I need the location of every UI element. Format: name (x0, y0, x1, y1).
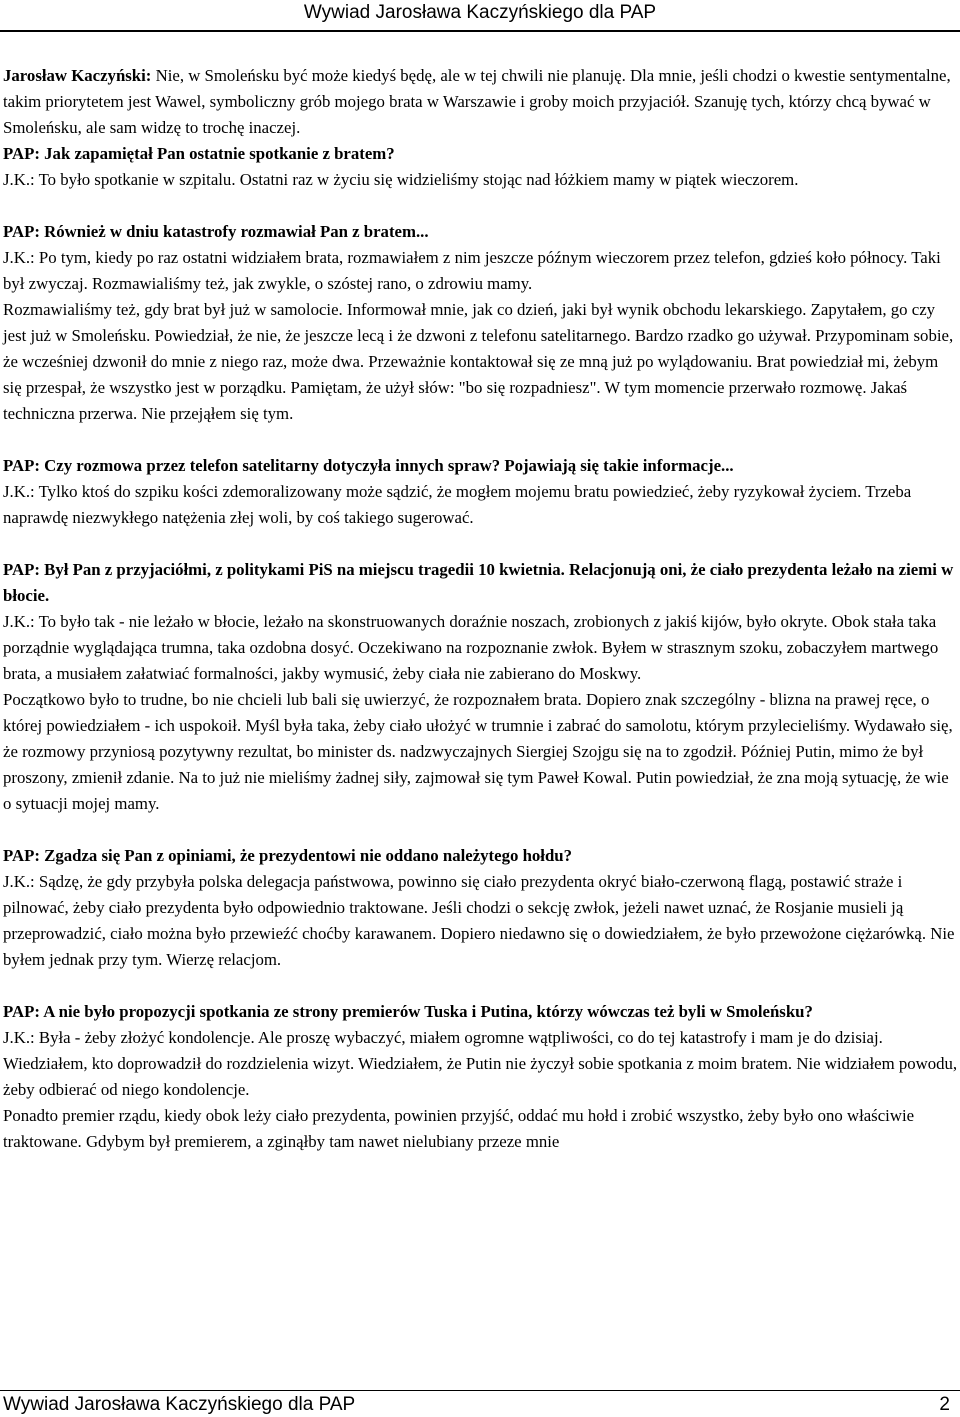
header-title: Wywiad Jarosława Kaczyńskiego dla PAP (303, 2, 657, 23)
answer-paragraph (3, 245, 960, 297)
speaker-initials: J.K. (3, 872, 31, 891)
answer-text: : Sądzę, że gdy przybyła polska delegacja państwowa, powinno się ciało prezydenta okryć biało-czerwoną flagą, postawić straże i pilnować, żeby ciało prezydenta było odpowiednio traktowane. Jeśli chodzi o sekcję zwłok, jeżeli nawet uznać, że Rosjanie musieli ją przeprowadzić, ciało można było przewieźć choćby karawanem. Dopiero niedawno się o dowiedziałem, że było przewożone ciężarówką. Nie byłem jednak przy tym. Wierzę relacjom. (3, 872, 955, 969)
question-heading: PAP: Był Pan z przyjaciółmi, z politykami PiS na miejscu tragedii 10 kwietnia. Relacjonują oni, że ciało prezydenta leżało na ziemi w błocie. (3, 560, 954, 605)
answer-paragraph (3, 63, 960, 141)
question-heading: PAP: Jak zapamiętał Pan ostatnie spotkanie z bratem? (3, 144, 395, 163)
question-heading: PAP: A nie było propozycji spotkania ze strony premierów Tuska i Putina, którzy wówczas też byli w Smoleńsku? (3, 1002, 813, 1021)
speaker-initials: J.K. (3, 170, 31, 189)
answer-text: : To było tak - nie leżało w błocie, leżało na skonstruowanych doraźnie noszach, zrobionych z jakiś kijów, było okryte. Obok stała taka porządnie wyglądająca trumna, taka ozdobna dosyć. Oczekiwano na rozpoznanie zwłok. Byłem w strasznym szoku, zobaczyłem martwego brata, a musiałem załatwiać formalności, jakby wymusić, żeby ciała nie zabierano do Moskwy. (3, 612, 939, 683)
answer-paragraph (3, 167, 960, 193)
paragraph-spacer (3, 427, 960, 453)
question-heading: PAP: Czy rozmowa przez telefon satelitarny dotyczyła innych spraw? Pojawiają się takie informacje... (3, 456, 734, 475)
paragraph-spacer (3, 531, 960, 557)
header-divider (0, 30, 960, 32)
footer-divider (0, 1390, 960, 1391)
answer-paragraph: Początkowo było to trudne, bo nie chcieli lub bali się uwierzyć, że rozpoznałem brata. Dopiero znak szczególny - blizna na prawej ręce, o której powiedziałem - ich uspokoił. Myśl była taka, żeby ciało ułożyć w trumnie i zabrać do samolotu, którym przylecieliśmy. Wydawało się, że rozmowy przyniosą pozytywny rezultat, bo minister ds. nadzwyczajnych Siergiej Szojgu się na to zgodził. Później Putin, mimo że był proszony, zmienił zdanie. Na to już nie mieliśmy żadnej siły, zajmował się tym Paweł Kowal. Putin powiedział, że zna moją sytuację, że wie o sytuacji mojej mamy. (3, 690, 953, 813)
footer-title: Wywiad Jarosława Kaczyńskiego dla PAP (3, 1394, 356, 1415)
speaker-initials: J.K. (3, 1028, 31, 1047)
question-heading: PAP: Również w dniu katastrofy rozmawiał Pan z bratem... (3, 222, 429, 241)
speaker-label: Jarosław Kaczyński: (3, 66, 152, 85)
paragraph-spacer (3, 817, 960, 843)
answer-text: Nie, w Smoleńsku być może kiedyś będę, ale w tej chwili nie planuję. Dla mnie, jeśli chodzi o kwestie sentymentalne, takim priorytetem jest Wawel, symboliczny grób mojego brata w Warszawie i groby moich przyjaciół. Szanuję tych, którzy chcą bywać w Smoleńsku, ale sam widzę to trochę inaczej. (3, 66, 951, 137)
answer-paragraph: Rozmawialiśmy też, gdy brat był już w samolocie. Informował mnie, jak co dzień, jaki był wynik obchodu lekarskiego. Zapytałem, go czy jest już w Smoleńsku. Powiedział, że nie, że jeszcze lecą i że dzwoni z telefonu satelitarnego. Bardzo rzadko go używał. Przypominam sobie, że wcześniej dzwonił do mnie z niego raz, może dwa. Przeważnie kontaktował się ze mną już po wylądowaniu. Brat powiedział mi, żebym się przespał, że wszystko jest w porządku. Pamiętam, że użył słów: "bo się rozpadniesz". W tym momencie przerwało rozmowę. Jakaś techniczna przerwa. Nie przejąłem się tym. (3, 300, 954, 423)
answer-text: : Była - żeby złożyć kondolencje. Ale proszę wybaczyć, miałem ogromne wątpliwości, co do tej katastrofy i mam je do dzisiaj. Wiedziałem, kto doprowadził do rozdzielenia wizyt. Wiedziałem, że Putin nie życzył sobie spotkania z moim bratem. Nie widziałem powodu, żeby odbierać od niego kondolencje. (3, 1028, 958, 1099)
paragraph-spacer (3, 193, 960, 219)
page-header (0, 0, 960, 29)
answer-paragraph (3, 609, 960, 687)
speaker-initials: J.K. (3, 248, 31, 267)
answer-text: : Po tym, kiedy po raz ostatni widziałem brata, rozmawiałem z nim jeszcze późnym wieczorem przez telefon, gdzieś koło północy. Taki był zwyczaj. Rozmawialiśmy też, jak zwykle, o szóstej rano, o zdrowiu mamy. (3, 248, 941, 293)
document-body (3, 63, 960, 1155)
answer-text: : Tylko ktoś do szpiku kości zdemoralizowany może sądzić, że mogłem mojemu bratu powiedzieć, żeby ryzykował życiem. Trzeba naprawdę niezwykłego natężenia złej woli, by coś takiego sugerować. (3, 482, 912, 527)
paragraph-spacer (3, 973, 960, 999)
speaker-initials: J.K. (3, 482, 31, 501)
answer-paragraph: Ponadto premier rządu, kiedy obok leży ciało prezydenta, powinien przyjść, oddać mu hołd i zrobić wszystko, żeby było ono właściwie traktowane. Gdybym był premierem, a zginąłby tam nawet nielubiany przeze mnie (3, 1106, 915, 1151)
answer-text: : To było spotkanie w szpitalu. Ostatni raz w życiu się widzieliśmy stojąc nad łóżkiem mamy w piątek wieczorem. (30, 170, 799, 189)
answer-paragraph (3, 869, 960, 973)
question-heading: PAP: Zgadza się Pan z opiniami, że prezydentowi nie oddano należytego hołdu? (3, 846, 573, 865)
answer-paragraph (3, 1025, 960, 1103)
answer-paragraph (3, 479, 960, 531)
page-footer (3, 1393, 950, 1417)
page-number: 2 (939, 1394, 950, 1415)
speaker-initials: J.K. (3, 612, 31, 631)
